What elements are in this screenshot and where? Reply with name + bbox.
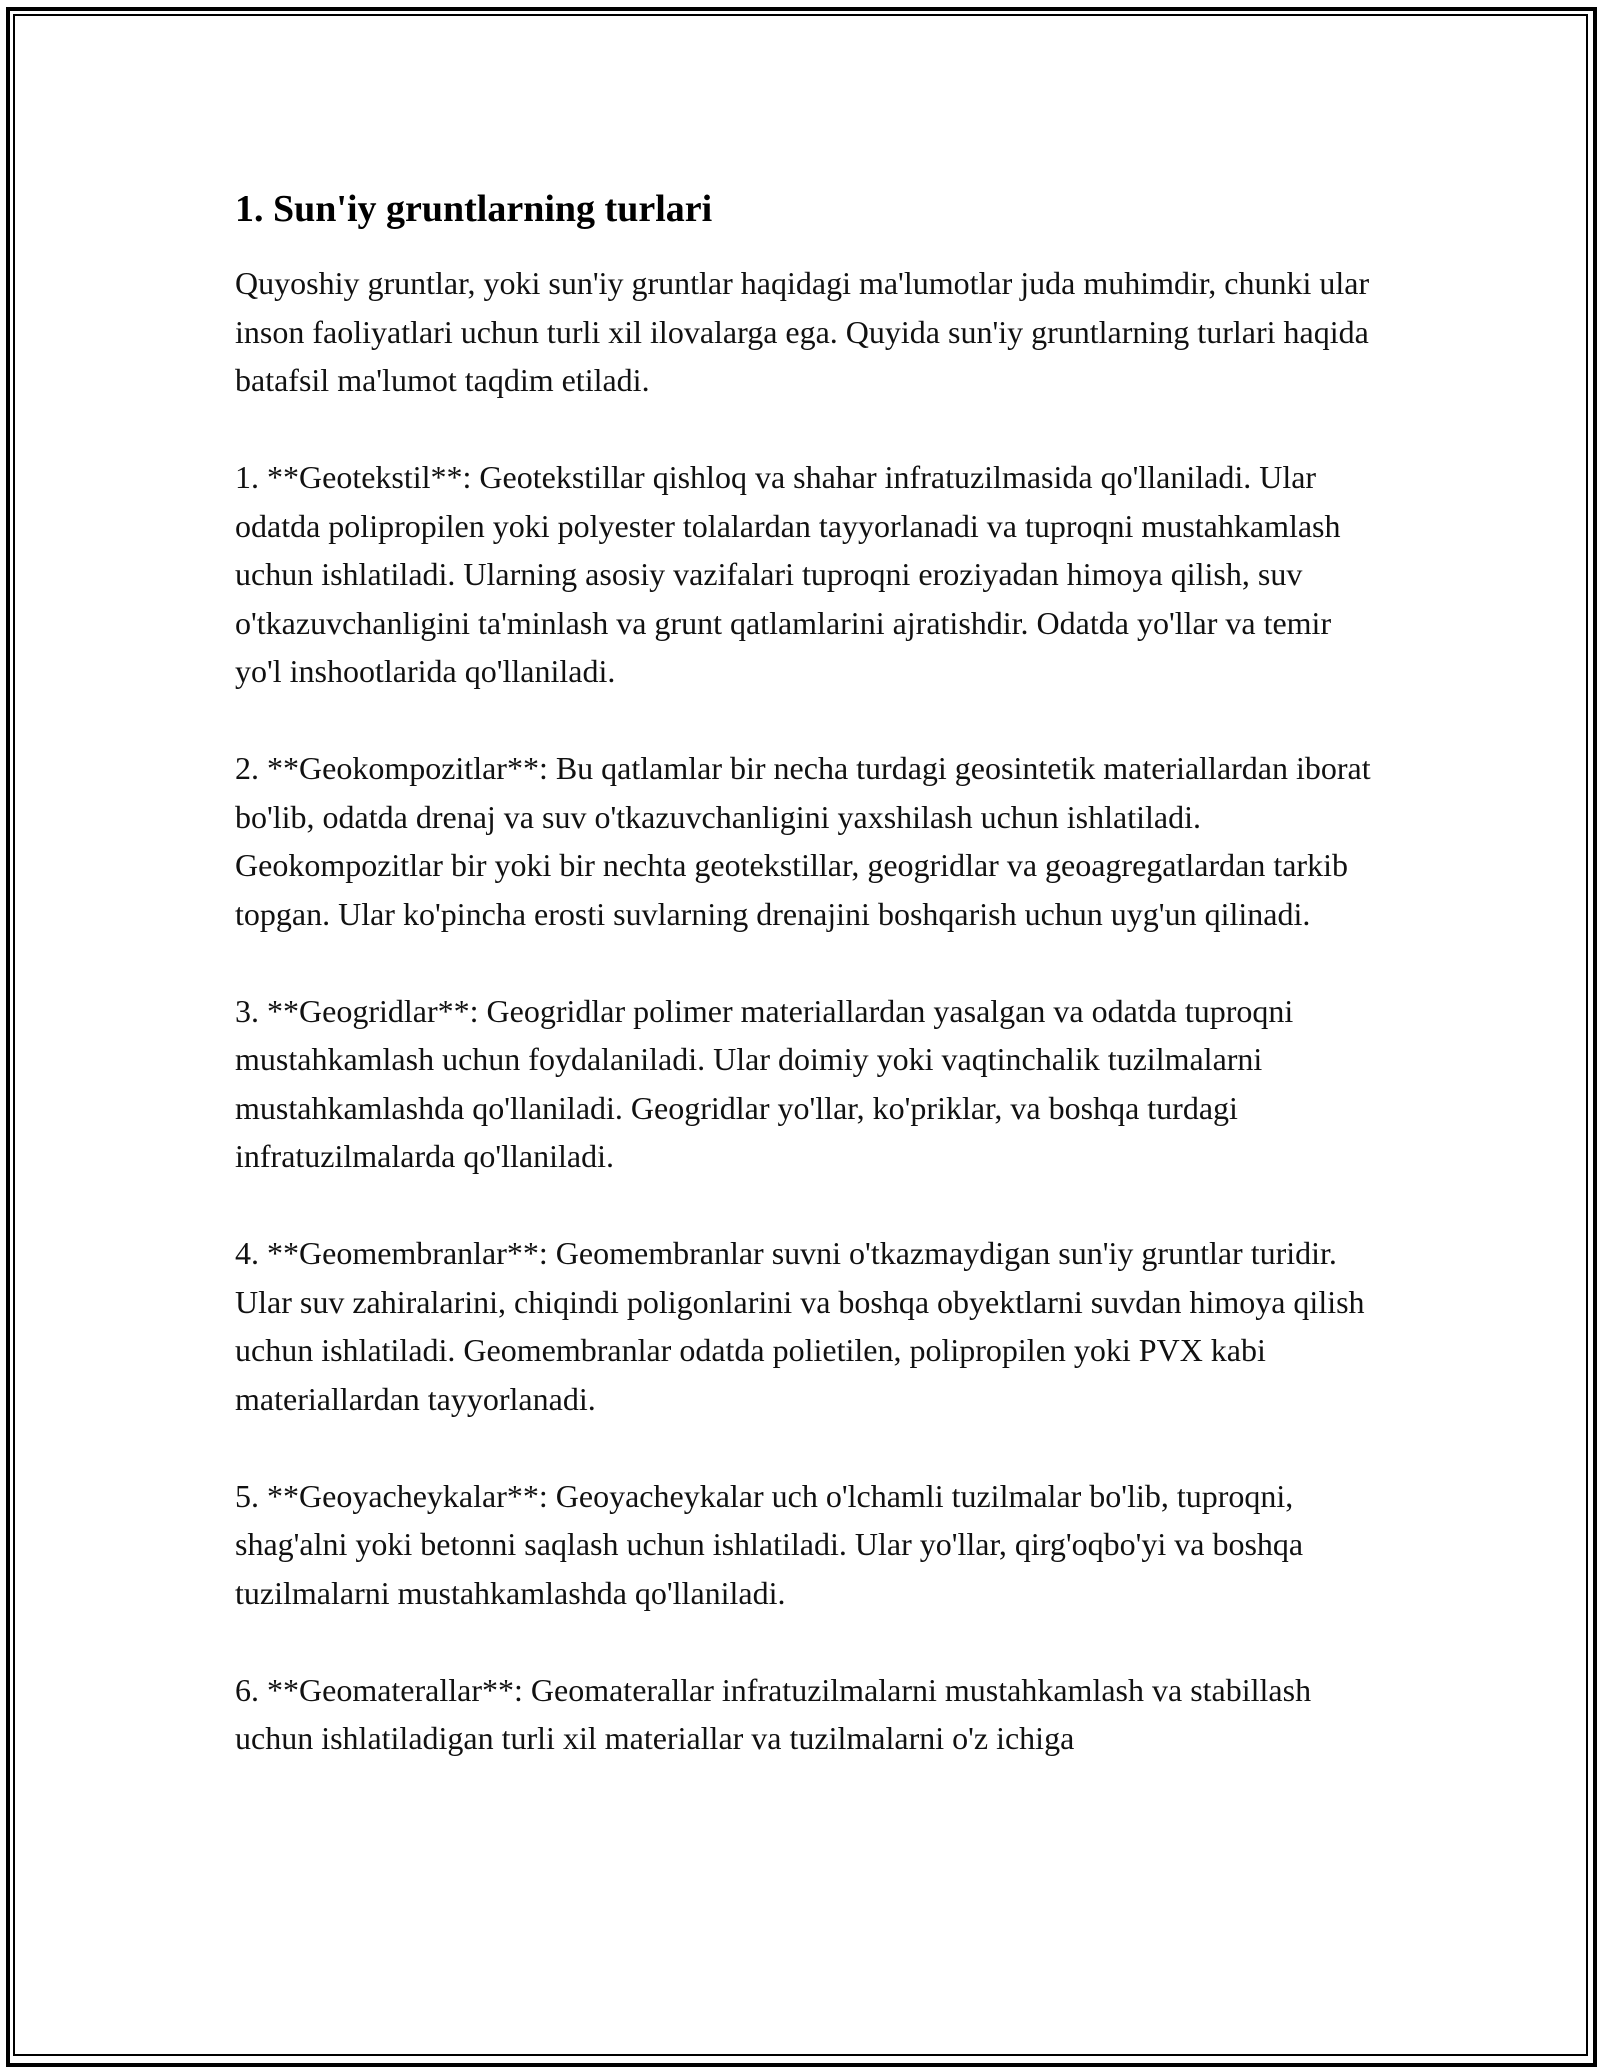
paragraph-geokompozitlar: 2. **Geokompozitlar**: Bu qatlamlar bir necha turdagi geosintetik materiallardan iborat bo'lib, odatda drenaj va suv o'tkazuvchanligini yaxshilash uchun ishlatiladi. Geokompozitlar bir yoki bir nechta geotekstillar, geogridlar va geoagregatlardan tarkib topgan. Ular ko'pincha erosti suvlarning drenajini boshqarish uchun uyg'un qilinadi. [235, 750, 1371, 932]
section-heading: 1. Sun'iy gruntlarning turlari [235, 188, 713, 230]
paragraph-geomaterallar: 6. **Geomaterallar**: Geomaterallar infratuzilmalarni mustahkamlash va stabillash uchun ishlatiladigan turli xil materiallar va tuzilmalarni o'z ichiga [235, 1671, 1312, 1756]
document-body [235, 185, 1375, 1763]
paragraph-geomembranlar: 4. **Geomembranlar**: Geomembranlar suvni o'tkazmaydigan sun'iy gruntlar turidir. Ular suv zahiralarini, chiqindi poligonlarini va boshqa obyektlarni suvdan himoya qilish uchun ishlatiladi. Geomembranlar odatda polietilen, polipropilen yoki PVX kabi materiallardan tayyorlanadi. [235, 1235, 1365, 1417]
paragraph-geotekstil: 1. **Geotekstil**: Geotekstillar qishloq va shahar infratuzilmasida qo'llaniladi. Ular odatda polipropilen yoki polyester tolalardan tayyorlanadi va tuproqni mustahkamlash uchun ishlatiladi. Ularning asosiy vazifalari tuproqni eroziyadan himoya qilish, suv o'tkazuvchanligini ta'minlash va grunt qatlamlarini ajratishdir. Odatda yo'llar va temir yo'l inshootlarida qo'llaniladi. [235, 459, 1341, 689]
intro-paragraph: Quyoshiy gruntlar, yoki sun'iy gruntlar haqidagi ma'lumotlar juda muhimdir, chunki ular inson faoliyatlari uchun turli xil ilovalarga ega. Quyida sun'iy gruntlarning turlari haqida batafsil ma'lumot taqdim etiladi. [235, 265, 1370, 398]
paragraph-geogridlar: 3. **Geogridlar**: Geogridlar polimer materiallardan yasalgan va odatda tuproqni mustahkamlash uchun foydalaniladi. Ular doimiy yoki vaqtinchalik tuzilmalarni mustahkamlashda qo'llaniladi. Geogridlar yo'llar, ko'priklar, va boshqa turdagi infratuzilmalarda qo'llaniladi. [235, 992, 1294, 1174]
paragraph-geoyacheykalar: 5. **Geoyacheykalar**: Geoyacheykalar uch o'lchamli tuzilmalar bo'lib, tuproqni, shag'alni yoki betonni saqlash uchun ishlatiladi. Ular yo'llar, qirg'oqbo'yi va boshqa tuzilmalarni mustahkamlashda qo'llaniladi. [235, 1477, 1304, 1611]
